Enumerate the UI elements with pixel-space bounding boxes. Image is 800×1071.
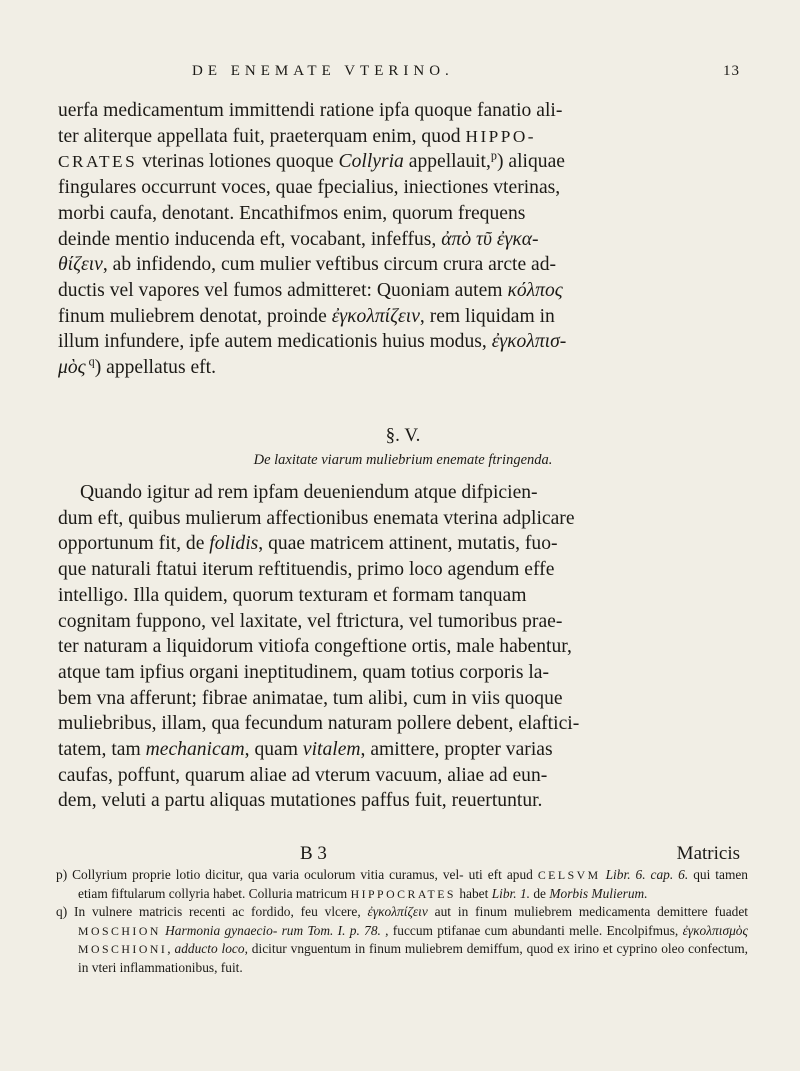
text-line: θίζειν, ab infidendo, cum mulier veftibus circum crura arcte ad- — [58, 254, 557, 276]
greek-term: κόλπος — [507, 279, 563, 301]
text-line: atque tam ipfius organi ineptitudinem, quam totius corporis la- — [58, 661, 550, 683]
italic-term: folidis — [209, 533, 259, 555]
text-line: fingulares occurrunt voces, quae fpecialius, iniectiones vterinas, — [58, 177, 561, 199]
catchword: Matricis — [676, 843, 740, 864]
text-line: CRATES vterinas lotiones quoque Collyria appellauit,$^p$) aliquae — [58, 148, 565, 173]
text-line: uerfa medicamentum immittendi ratione ipfa quoque fanatio ali- — [58, 100, 563, 121]
text-line: que naturali ftatui iterum reftituendis, primo loco agendum effe — [58, 559, 555, 581]
italic-term: vitalem — [302, 739, 361, 761]
text-line: ter naturam a liquidorum vitiofa congeftione ortis, male habentur, — [58, 636, 572, 658]
author-name: HIPPO- — [465, 126, 537, 146]
text-line: opportunum fit, de folidis, quae matricem attinent, mutatis, fuo- — [58, 533, 558, 555]
text-line: Quando igitur ad rem ipfam deueniendum atque difpicien- — [80, 482, 538, 503]
text-line: tatem, tam mechanicam, quam vitalem, amittere, propter varias — [58, 739, 553, 761]
footnote-ref-q: q — [85, 354, 95, 369]
text-line: ter aliterque appellata fuit, praeterquam enim, quod HIPPO- — [58, 125, 537, 147]
footnotes — [56, 866, 748, 977]
footnote-p: p) Collyrium proprie lotio dicitur, qua varia oculorum vitia curamus, vel- uti eft apud CELSVM Libr. 6. cap. 6. qui tamen etiam fiftularum collyria habet. Colluria matricum HIPPOCRATES habet Libr. 1. de Morbis Mulierum. — [56, 867, 749, 901]
greek-term: ἐγκολπίζειν — [331, 305, 420, 327]
italic-term: Collyria — [338, 151, 404, 173]
author-name: HIPPOCRATES — [350, 886, 456, 901]
text-line: caufas, poffunt, quarum aliae ad vterum vacuum, aliae ad eun- — [58, 764, 548, 786]
main-paragraph — [58, 98, 748, 381]
citation: Libr. 6. cap. 6. — [605, 867, 689, 882]
text-line: muliebribus, illam, qua fecundum naturam pollere debent, elaftici- — [58, 713, 580, 735]
section-paragraph — [58, 480, 748, 814]
text-line: bem vna afferunt; fibrae animatae, tum alibi, cum in viis quoque — [58, 687, 563, 709]
greek-term: ἐγκολπίζειν — [367, 904, 428, 919]
citation: Libr. 1. — [491, 885, 531, 901]
italic-term: mechanicam — [145, 739, 245, 761]
signature-mark: B 3 — [300, 843, 327, 864]
citation: Morbis — [549, 885, 589, 901]
footnote-q: q) In vulnere matricis recenti ac fordido, feu vlcere, ἐγκολπίζειν aut in finum muliebrem medicamenta demittere fuadet MOSCHION Harmonia gynaecio- rum Tom. I. p. 78. , fuccum ptifanae cum abundanti melle. Encolpifmus, ἐγκολπισμὸς MOSCHIONI, adducto loco, dicitur vnguentum in finum muliebrem demiffum, quod ex irino et cyprino oleo confectum, in vteri inflammationibus, fuit. — [56, 904, 749, 975]
section-number: §. V. — [385, 425, 421, 446]
text-line: morbi caufa, denotant. Encathifmos enim, quorum frequens — [58, 202, 526, 224]
text-line: finum muliebrem denotat, proinde ἐγκολπίζειν, rem liquidam in — [58, 305, 555, 327]
greek-term: ἐγκολπισ- — [491, 331, 567, 353]
text-line: cognitam fuppono, vel laxitate, vel ftrictura, vel tumoribus prae- — [58, 610, 563, 632]
running-head: DE ENEMATE VTERINO. — [192, 63, 454, 79]
section-title: De laxitate viarum muliebrium enemate ftringenda. — [253, 452, 553, 468]
greek-term: ἐγκολπισμὸς — [682, 922, 748, 938]
page-header — [100, 63, 740, 91]
footnote-ref-p: p — [490, 148, 497, 163]
greek-term: μὸς — [58, 357, 86, 379]
text-line: ductis vel vapores vel fumos admitteret: Quoniam autem κόλπος — [58, 279, 563, 301]
author-name: MOSCHIONI — [78, 942, 168, 956]
page-number: 13 — [723, 63, 740, 79]
author-name: CRATES — [58, 152, 138, 172]
text-line: dum eft, quibus mulierum affectionibus enemata vterina adplicare — [58, 507, 575, 529]
text-line: deinde mentio inducenda eft, vocabant, infeffus, ἀπὸ τῦ ἐγκα- — [58, 228, 539, 250]
citation: rum Tom. I. p. 78. — [281, 922, 381, 938]
author-name: MOSCHION — [78, 923, 161, 938]
text-line: illum infundere, ipfe autem medicationis huius modus, ἐγκολπισ- — [58, 331, 567, 353]
text-line: dem, veluti a partu aliquas mutationes paffus fuit, reuertuntur. — [58, 790, 543, 812]
text-line: μὸς $^q$) appellatus eft. — [58, 354, 217, 379]
author-name: CELSVM — [537, 868, 601, 882]
citation: adducto loco — [174, 941, 245, 956]
text-line: intelligo. Illa quidem, quorum texturam et formam tanquam — [58, 584, 527, 606]
citation: Harmonia gynaecio- — [165, 922, 278, 938]
citation: Mulierum. — [591, 885, 648, 901]
greek-term: ἀπὸ τῦ ἐγκα- — [441, 228, 539, 250]
greek-term: θίζειν — [58, 254, 103, 276]
